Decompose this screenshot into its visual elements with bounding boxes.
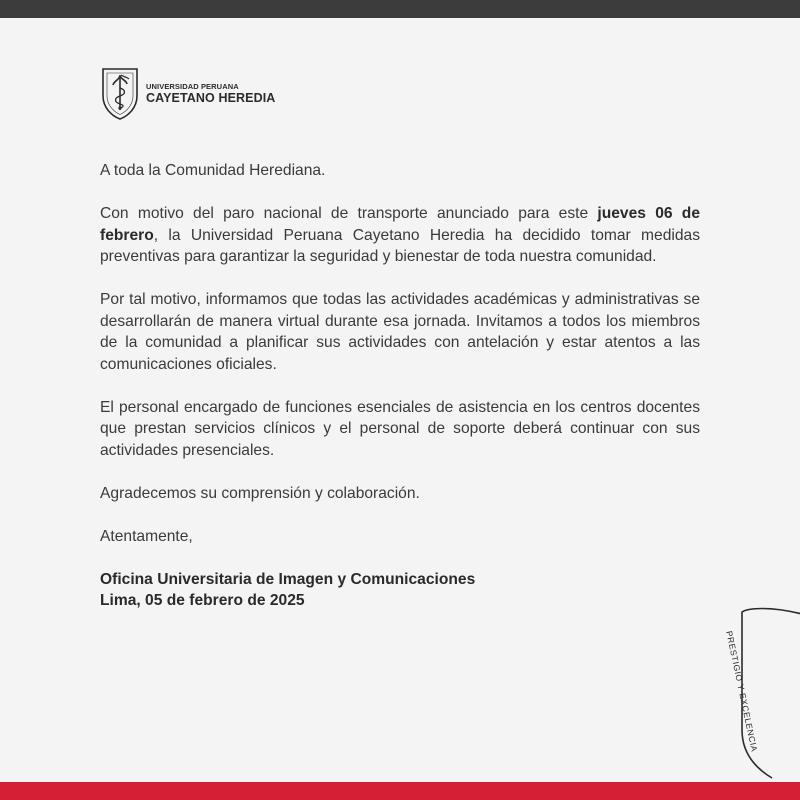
- bottom-bar: [0, 782, 800, 800]
- paragraph-essential-staff: El personal encargado de funciones esenciales de asistencia en los centros docentes que prestan servicios clínicos y el personal de soporte deberá continuar con sus actividades presenciales.: [100, 398, 700, 459]
- letter-body: [100, 160, 700, 611]
- paragraph-virtual-activities: Por tal motivo, informamos que todas las actividades académicas y administrativas se desarrollarán de manera virtual durante esa jornada. Invitamos a todos los miembros de la comunidad a planificar sus actividades con antelación y estar atentos a las comunicaciones oficiales.: [100, 291, 700, 373]
- announcement-text-end: , la Universidad Peruana Cayetano Heredia ha decidido tomar medidas preventivas para garantizar la seguridad y bienestar de toda nuestra comunidad.: [100, 226, 700, 265]
- signature-block: [100, 569, 700, 611]
- signature-office: Oficina Universitaria de Imagen y Comunicaciones: [100, 570, 476, 588]
- thanks-line: Agradecemos su comprensión y colaboración.: [100, 484, 420, 502]
- crest-icon: [100, 66, 140, 120]
- announcement-text-start: Con motivo del paro nacional de transporte anunciado para este: [100, 205, 598, 222]
- signature-place-date: Lima, 05 de febrero de 2025: [100, 591, 305, 609]
- greeting: A toda la Comunidad Herediana.: [100, 162, 326, 179]
- top-bar: [0, 0, 800, 18]
- closing-line: Atentamente,: [100, 527, 193, 545]
- logo-university-label: UNIVERSIDAD PERUANA: [146, 81, 239, 91]
- strike-date: jueves 06 de febrero: [100, 205, 700, 244]
- motto-text: [717, 630, 760, 775]
- motto-label: PRESTIGIO Y EXCELENCIA: [724, 630, 760, 753]
- logo-university-name: CAYETANO HEREDIA: [146, 90, 276, 105]
- paragraph-announcement: [100, 203, 700, 268]
- university-logo: [100, 65, 275, 121]
